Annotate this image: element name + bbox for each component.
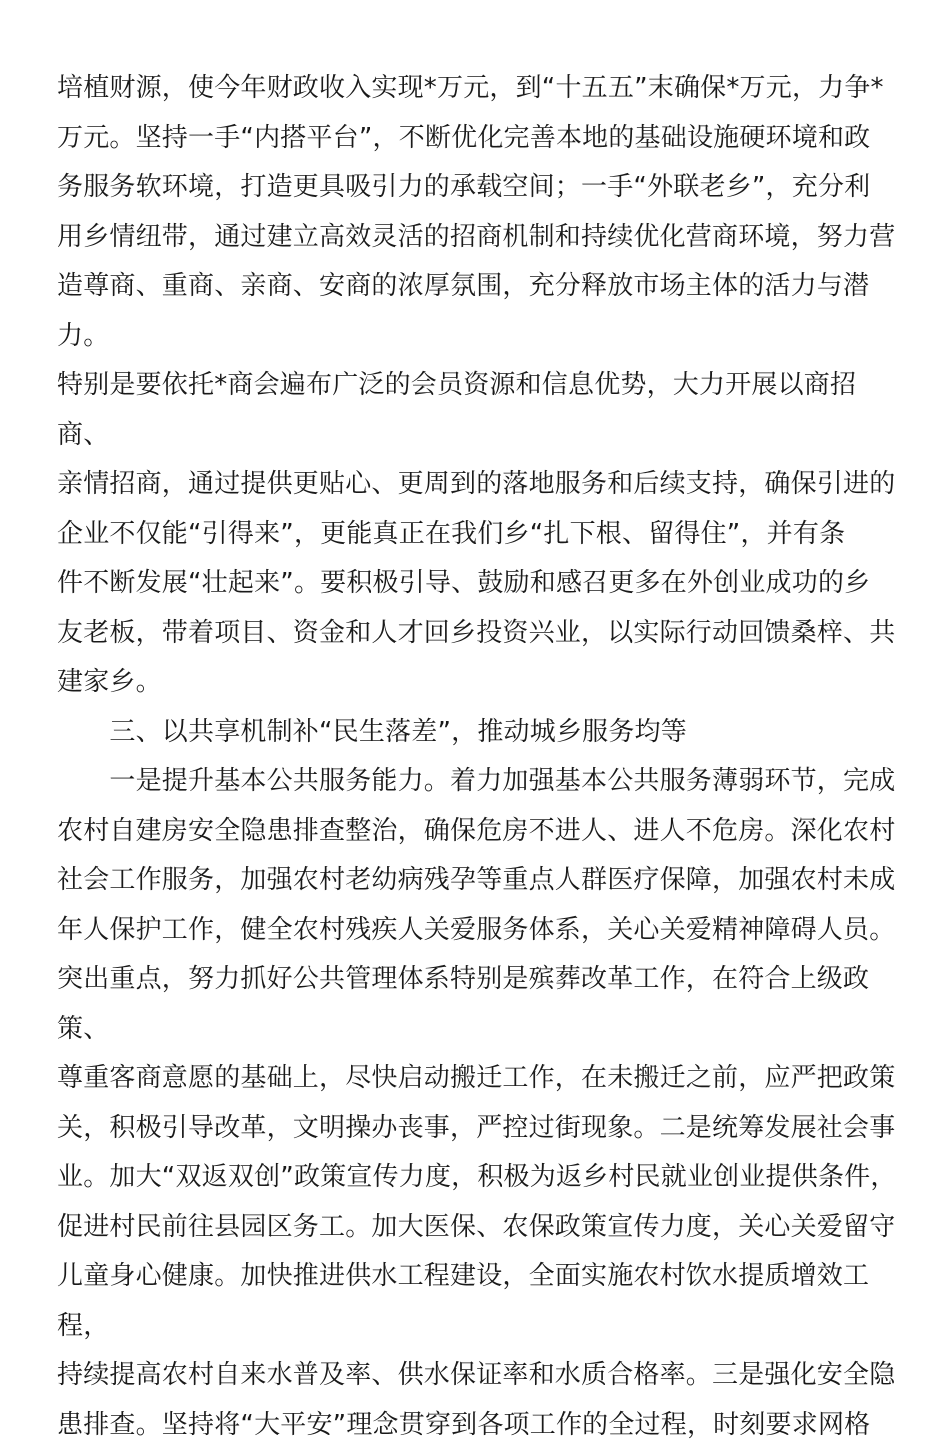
body-paragraph-public-services: 一是提升基本公共服务能力。着力加强基本公共服务薄弱环节，完成 农村自建房安全隐患排查整治，确保危房不进人、进人不危房。深化农村 社会工作服务，加强农村老幼病残孕等重点人群医疗保障，加强农村未成 年人保护工作，健全农村残疾人关爱服务体系，关心关爱精神障碍人员。 突出重点，努力抓好公共管理体系特别是殡葬改革工作，在符合上级政策、 尊重客商意愿的基础上，尽快启动搬迁工作，在未搬迁之前，应严把政策 关，积极引导改革，文明操办丧事，严控过街现象。二是统筹发展社会事 业。加大“双返双创”政策宣传力度，积极为返乡村民就业创业提供条件， 促进村民前往县园区务工。加大医保、农保政策宣传力度，关心关爱留守 儿童身心健康。加快推进供水工程建设，全面实施农村饮水提质增效工程， 持续提高农村自来水普及率、供水保证率和水质合格率。三是强化安全隐 患排查。坚持将“大平安”理念贯穿到各项工作的全过程，时刻要求网格 [57, 766, 897, 1440]
body-paragraph-investment: 培植财源，使今年财政收入实现*万元，到“十五五”末确保*万元，力争* 万元。坚持一手“内搭平台”，不断优化完善本地的基础设施硬环境和政 务服务软环境，打造更具吸引力的承载空间；一手“外联老乡”，充分利 用乡情纽带，通过建立高效灵活的招商机制和持续优化营商环境，努力营 造尊商、重商、亲商、安商的浓厚氛围，充分释放市场主体的活力与潜力。 特别是要依托*商会遍布广泛的会员资源和信息优势，大力开展以商招商、 亲情招商，通过提供更贴心、更周到的落地服务和后续支持，确保引进的 企业不仅能“引得来”，更能真正在我们乡“扎下根、留得住”，并有条 件不断发展“壮起来”。要积极引导、鼓励和感召更多在外创业成功的乡 友老板，带着项目、资金和人才回乡投资兴业，以实际行动回馈桑梓、共 建家乡。 [57, 73, 896, 697]
section-heading-3: 三、以共享机制补“民生落差”，推动城乡服务均等 [57, 716, 687, 747]
document-body [57, 64, 897, 1450]
